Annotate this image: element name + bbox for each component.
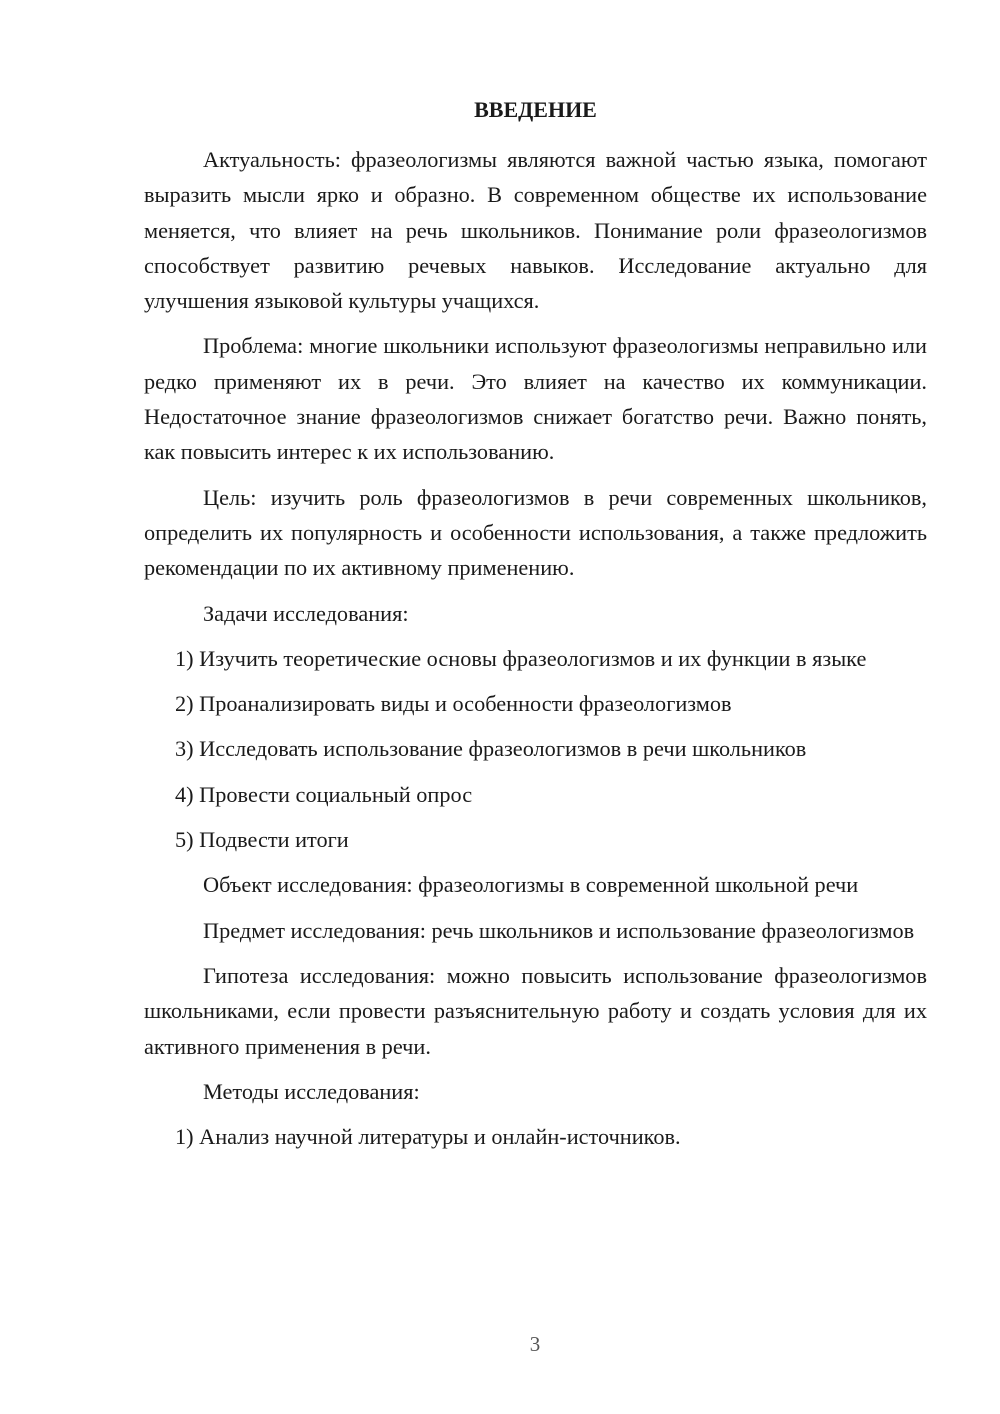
section-title: ВВЕДЕНИЕ [474,97,597,122]
hypothesis-paragraph: Гипотеза исследования: можно повысить использование фразеологизмов школьниками, если провести разъяснительную работу и создать условия для их активного применения в речи. [144,962,927,1059]
goal-paragraph: Цель: изучить роль фразеологизмов в речи современных школьников, определить их популярность и особенности использования, а также предложить рекомендации по их активному применению. [144,484,927,581]
relevance-paragraph: Актуальность: фразеологизмы являются важной частью языка, помогают выразить мысли ярко и образно. В современном обществе их использование меняется, что влияет на речь школьников. Понимание роли фразеологизмов способствует развитию речевых навыков. Исследование актуально для улучшения языковой культуры учащихся. [144,147,927,314]
subject-paragraph: Предмет исследования: речь школьников и использование фразеологизмов [203,917,915,943]
method-item-1: 1) Анализ научной литературы и онлайн-источников. [175,1124,681,1150]
task-item-4: 4) Провести социальный опрос [175,781,473,807]
task-item-5: 5) Подвести итоги [175,827,349,853]
page-number: 3 [529,1332,541,1356]
document-page [144,94,927,1164]
problem-paragraph: Проблема: многие школьники используют фразеологизмы неправильно или редко применяют их в речи. Это влияет на качество их коммуникации. Недостаточное знание фразеологизмов снижает богатство речи. Важно понять, как повысить интерес к их использованию. [144,333,927,465]
task-item-1: 1) Изучить теоретические основы фразеологизмов и их функции в языке [175,645,867,671]
task-item-3: 3) Исследовать использование фразеологизмов в речи школьников [175,736,807,762]
tasks-heading: Задачи исследования: [203,600,409,626]
methods-heading: Методы исследования: [203,1078,420,1104]
object-paragraph: Объект исследования: фразеологизмы в современной школьной речи [203,872,859,898]
task-item-2: 2) Проанализировать виды и особенности фразеологизмов [175,691,732,717]
